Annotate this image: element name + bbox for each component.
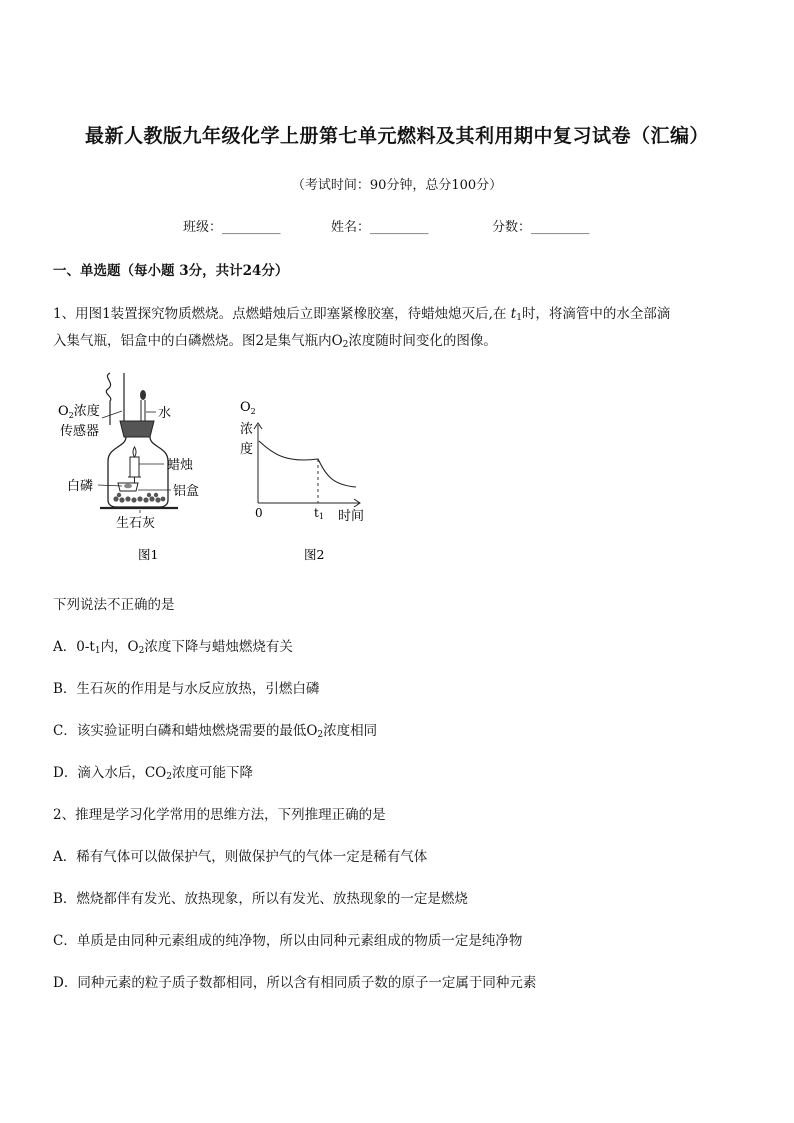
q2-option-b[interactable]: B．燃烧都伴有发光、放热现象，所以有发光、放热现象的一定是燃烧 — [53, 891, 468, 907]
section-title: 一、单选题（每小题 3分，共计24分） — [53, 263, 289, 279]
leader-sensor — [102, 411, 122, 418]
score-blank: _________ — [531, 220, 590, 235]
q1-c-sub: 2 — [317, 730, 324, 740]
q1-a-sub2: 2 — [138, 646, 145, 656]
q1-d-text1: D．滴入水后，CO — [53, 765, 167, 781]
figure-2-graph — [232, 395, 382, 570]
figure-2-caption: 图2 — [304, 547, 325, 562]
q1-c-text2: 浓度相同 — [323, 723, 378, 739]
q1-option-a[interactable] — [53, 635, 293, 656]
name-field — [331, 216, 429, 235]
q2-option-a[interactable]: A．稀有气体可以做保护气，则做保护气的气体一定是稀有气体 — [53, 849, 428, 865]
q1-line1 — [53, 302, 670, 323]
y-label-line3: 度 — [240, 442, 254, 457]
q1-a-text2: 内，O — [100, 639, 139, 655]
name-blank: _________ — [370, 220, 429, 235]
q1-text-b: 时，将滴管中的水全部滴 — [521, 306, 671, 322]
q1-text-a: 1、用图1装置探究物质燃烧。点燃蜡烛后立即塞紧橡胶塞，待蜡烛熄灭后,在 — [53, 306, 511, 322]
name-label: 姓名： — [331, 220, 371, 235]
q1-d-text2: 浓度可能下降 — [171, 765, 253, 781]
dropper-bulb — [140, 390, 146, 400]
label-water: 水 — [158, 406, 172, 421]
score-label: 分数： — [492, 220, 532, 235]
score-field — [492, 216, 590, 235]
q1-a-text3: 浓度下降与蜡烛燃烧有关 — [144, 639, 293, 655]
q2-option-c[interactable]: C．单质是由同种元素组成的纯净物，所以由同种元素组成的物质一定是纯净物 — [53, 933, 523, 949]
class-blank: _________ — [222, 220, 281, 235]
label-sensor: $O_2$浓度 — [58, 404, 100, 420]
exam-title: 最新人教版九年级化学上册第七单元燃料及其利用期中复习试卷（汇编） — [84, 125, 709, 147]
label-sensor-2: 传感器 — [60, 424, 100, 439]
q1-text-d: 浓度随时间变化的图像。 — [348, 333, 497, 349]
class-field — [183, 216, 281, 235]
class-label: 班级： — [183, 220, 223, 235]
q1-a-text1: A．0-t — [53, 639, 95, 655]
q2-option-d[interactable]: D．同种元素的粒子质子数都相同，所以含有相同质子数的原子一定属于同种元素 — [53, 975, 537, 991]
origin-label: 0 — [255, 506, 263, 520]
figure-1-caption: 图1 — [138, 547, 159, 562]
label-aluminium-box: 铝盒 — [173, 484, 200, 499]
q2-stem: 2、推理是学习化学常用的思维方法，下列推理正确的是 — [53, 807, 386, 823]
x-label: 时间 — [338, 509, 365, 524]
q1-c-text1: C．该实验证明白磷和蜡烛燃烧需要的最低O — [53, 723, 318, 739]
q1-option-c[interactable] — [53, 719, 377, 740]
q1-t: t — [510, 306, 517, 322]
candle-flame — [133, 447, 136, 457]
q1-d-sub: 2 — [166, 772, 172, 782]
y-label-o2: $O_2$ — [240, 400, 256, 416]
t1-label: t1 — [314, 506, 324, 521]
q1-line2 — [53, 329, 497, 350]
label-phosphorus: 白磷 — [67, 479, 94, 494]
y-label-line2: 浓 — [240, 422, 254, 437]
q1-sub2: 2 — [342, 340, 349, 350]
exam-subtitle: （考试时间：90分钟，总分100分） — [291, 178, 503, 193]
figure-1-apparatus — [50, 365, 230, 570]
q1-text-c: 入集气瓶，铝盒中的白磷燃烧。图2是集气瓶内O — [53, 333, 343, 349]
q1-option-d[interactable] — [53, 761, 253, 782]
sensor-wire — [106, 373, 111, 425]
quicklime-particles — [113, 493, 165, 503]
q1-a-sub1: 1 — [94, 646, 101, 656]
candle-body — [130, 457, 139, 477]
label-quicklime: 生石灰 — [116, 516, 156, 531]
q1-sub1: 1 — [516, 313, 522, 323]
q1-option-b[interactable]: B．生石灰的作用是与水反应放热，引燃白磷 — [53, 681, 320, 697]
o2-curve — [259, 441, 356, 487]
rubber-stopper — [120, 421, 154, 437]
white-phosphorus — [124, 484, 132, 489]
label-candle: 蜡烛 — [167, 458, 194, 473]
q1-stem: 下列说法不正确的是 — [53, 597, 175, 613]
